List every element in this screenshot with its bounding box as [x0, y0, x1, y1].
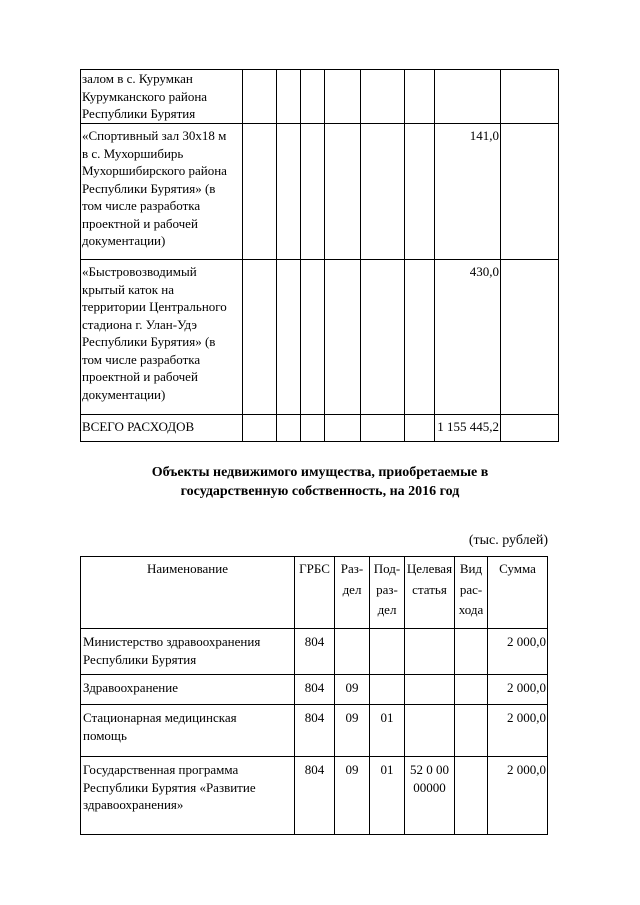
- header-grbs: ГРБС: [295, 557, 335, 629]
- table-row: [81, 70, 559, 124]
- row-sum: 430,0: [435, 260, 501, 415]
- row-grbs: 804: [295, 757, 335, 835]
- table-row: [81, 124, 559, 260]
- row-razdel: 09: [335, 675, 370, 705]
- row-grbs: 804: [295, 705, 335, 757]
- header-name: Наименование: [81, 557, 295, 629]
- header-target: Целевая статья: [405, 557, 455, 629]
- row-sum: 2 000,0: [488, 629, 548, 675]
- total-label: ВСЕГО РАСХОДОВ: [81, 415, 243, 442]
- row-target: 52 0 00 00000: [405, 757, 455, 835]
- table-row: [81, 260, 559, 415]
- row-vid: [455, 629, 488, 675]
- row-name: Стационарная медицинская помощь: [81, 705, 295, 757]
- row-name: «Спортивный зал 30х18 м в с. Мухоршибирь Мухоршибирского района Республики Бурятия» (в том числе разработка проектной и рабочей документации): [81, 124, 243, 260]
- section-title: Объекты недвижимого имущества, приобретаемые в государственную собственность, на 2016 год: [151, 465, 489, 499]
- table-row: [81, 757, 548, 835]
- table-row: [81, 705, 548, 757]
- row-sum: 2 000,0: [488, 705, 548, 757]
- table-row: [81, 675, 548, 705]
- row-podrazdel: 01: [370, 757, 405, 835]
- row-name: Министерство здравоохранения Республики Бурятия: [81, 629, 295, 675]
- row-target: [405, 675, 455, 705]
- row-name: Государственная программа Республики Бурятия «Развитие здравоохранения»: [81, 757, 295, 835]
- row-target: [405, 705, 455, 757]
- row-name: залом в с. Курумкан Курумканского района Республики Бурятия: [81, 70, 243, 124]
- row-name: «Быстровозводимый крытый каток на территории Центрального стадиона г. Улан-Удэ Республики Бурятия» (в том числе разработка проектной и рабочей документации): [81, 260, 243, 415]
- row-target: [405, 629, 455, 675]
- row-razdel: 09: [335, 705, 370, 757]
- row-razdel: [335, 629, 370, 675]
- row-podrazdel: [370, 629, 405, 675]
- expenses-table-continuation: [80, 69, 559, 442]
- row-vid: [455, 675, 488, 705]
- row-grbs: 804: [295, 629, 335, 675]
- header-podrazdel: Под- раз- дел: [370, 557, 405, 629]
- row-sum: [435, 70, 501, 124]
- total-sum: 1 155 445,2: [435, 415, 501, 442]
- row-vid: [455, 757, 488, 835]
- table-row-total: [81, 415, 559, 442]
- row-razdel: 09: [335, 757, 370, 835]
- row-vid: [455, 705, 488, 757]
- row-podrazdel: 01: [370, 705, 405, 757]
- table-header-row: [81, 557, 548, 629]
- units-label: (тыс. рублей): [468, 533, 548, 548]
- table-row: [81, 629, 548, 675]
- row-podrazdel: [370, 675, 405, 705]
- row-grbs: 804: [295, 675, 335, 705]
- header-razdel: Раз- дел: [335, 557, 370, 629]
- row-name: Здравоохранение: [81, 675, 295, 705]
- row-sum: 2 000,0: [488, 757, 548, 835]
- row-sum: 141,0: [435, 124, 501, 260]
- row-sum: 2 000,0: [488, 675, 548, 705]
- header-vid: Вид рас- хода: [455, 557, 488, 629]
- header-sum: Сумма: [488, 557, 548, 629]
- real-estate-table: [80, 556, 548, 835]
